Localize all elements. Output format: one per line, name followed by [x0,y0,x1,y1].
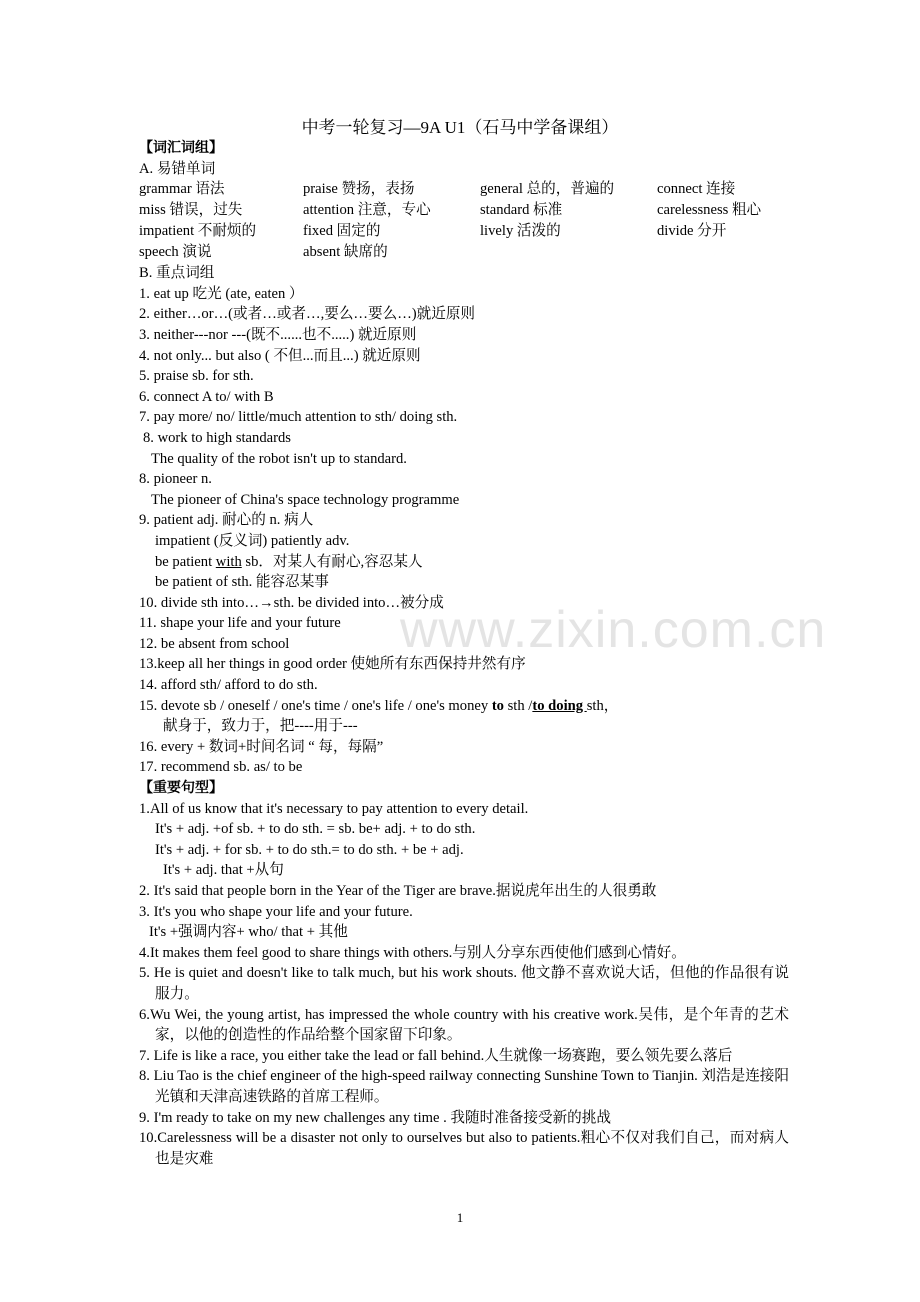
watermark: www.zixin.com.cn [400,601,827,659]
phrase-subitem: be patient of sth. 能容忍某事 [155,574,329,591]
phrase-item: 8. pioneer n. [139,471,212,488]
page-number: 1 [456,1210,464,1225]
phrase-item: 14. afford sth/ afford to do sth. [139,677,318,694]
phrase-text: 15. devote sb / oneself / one's time / one's life / one's money [139,697,492,714]
vocab-item: grammar 语法 [139,181,225,198]
phrase-item: 1. eat up 吃光 (ate, eaten ） [139,285,304,302]
vocab-item: lively 活泼的 [480,223,561,240]
phrase-item: 9. patient adj. 耐心的 n. 病人 [139,512,314,529]
vocab-item: absent 缺席的 [303,244,388,261]
phrase-example: The pioneer of China's space technology programme [151,491,460,508]
vocab-item: general 总的，普遍的 [480,181,615,198]
sentence-pattern: It's + adj. +of sb. + to do sth. = sb. be+ adj. + to do sth. [155,821,476,838]
vocab-grid [139,179,789,263]
sentence-item: 3. It's you who shape your life and your future. [139,903,413,920]
sentence-pattern: It's +强调内容+ who/ that + 其他 [149,924,348,941]
phrase-item: 11. shape your life and your future [139,615,341,632]
phrase-subitem: 献身于，致力于，把----用于--- [163,718,358,735]
document-body [139,138,789,1169]
sentence-item: 7. Life is like a race, you either take the lead or fall behind.人生就像一场赛跑，要么领先要么落后 [139,1047,733,1064]
underlined-word: with [215,553,242,570]
phrase-text: sb．对某人有耐心,容忍某人 [241,553,423,570]
vocab-item: speech 演说 [139,244,212,261]
vocab-item: divide 分开 [657,223,727,240]
phrase-text: sth， [586,697,619,714]
phrase-item: 3. neither---nor ---(既不......也不.....) 就近原则 [139,326,417,343]
sentence-item: 10.Carelessness will be a disaster not only to ourselves but also to patients.粗心不仅对我们自己，而对病人也是灾难 [139,1130,789,1167]
phrase-item: 8. work to high standards [143,429,291,446]
phrase-text: sth / [503,697,533,714]
sentence-item: 5. He is quiet and doesn't like to talk much, but his work shouts. 他文静不喜欢说大话，但他的作品很有说服力。 [139,965,789,1002]
phrase-item: 17. recommend sb. as/ to be [139,759,303,776]
section-heading-sentences: 【重要句型】 [139,780,223,797]
page-title: 中考一轮复习—9A U1（石马中学备课组） [301,118,619,137]
phrase-item: 13.keep all her things in good order 使她所有东西保持井然有序 [139,656,526,673]
phrase-example: The quality of the robot isn't up to standard. [151,450,407,467]
vocab-item: connect 连接 [657,181,736,198]
phrase-item: 5. praise sb. for sth. [139,368,254,385]
bold-word: to [491,697,504,714]
phrase-subitem [139,552,789,573]
sentence-item: 2. It's said that people born in the Year of the Tiger are brave.据说虎年出生的人很勇敢 [139,883,657,899]
bold-underlined-word: to doing [532,697,587,714]
phrase-item: 7. pay more/ no/ little/much attention to sth/ doing sth. [139,409,458,426]
section-heading-vocab: 【词汇词组】 [139,140,223,156]
part-a-title: A. 易错单词 [139,160,216,177]
vocab-item: miss 错误，过失 [139,202,243,219]
phrase-item: 12. be absent from school [139,635,290,652]
vocab-item [480,242,657,263]
vocab-item: impatient 不耐烦的 [139,223,257,240]
part-b-title: B. 重点词组 [139,265,215,282]
sentence-item: 6.Wu Wei, the young artist, has impressed the whole country with his creative work.吴伟，是个年青的艺术家，以他的创造性的作品给整个国家留下印象。 [139,1006,789,1044]
phrase-item: 4. not only... but also ( 不但...而且...) 就近原则 [139,347,421,364]
vocab-item [657,242,789,263]
sentence-item: 1.All of us know that it's necessary to pay attention to every detail. [139,800,529,817]
vocab-item: standard 标准 [480,202,563,219]
phrase-item: 16. every + 数词+时间名词 “ 每，每隔” [139,738,384,755]
phrase-item: 6. connect A to/ with B [139,388,274,405]
phrase-item [139,696,789,717]
vocab-item: fixed 固定的 [303,223,381,240]
vocab-item: carelessness 粗心 [657,202,762,219]
vocab-item: praise 赞扬，表扬 [303,181,415,198]
phrase-text: be patient [155,553,216,570]
vocab-item: attention 注意，专心 [303,202,431,219]
phrase-item: 10. divide sth into…→sth. be divided into…被分成 [139,594,444,611]
phrase-item: 2. either…or…(或者…或者…,要么…要么…)就近原则 [139,306,476,323]
sentence-pattern: It's + adj. that +从句 [163,862,284,879]
sentence-pattern: It's + adj. + for sb. + to do sth.= to do sth. + be + adj. [155,841,464,858]
sentence-item: 9. I'm ready to take on my new challenges any time . 我随时准备接受新的挑战 [139,1109,611,1126]
phrase-subitem: impatient (反义词) patiently adv. [155,532,350,549]
sentence-item: 4.It makes them feel good to share things with others.与别人分享东西使他们感到心情好。 [139,944,686,961]
sentence-item: 8. Liu Tao is the chief engineer of the high-speed railway connecting Sunshine Town to Tianjin. 刘浩是连接阳光镇和天津高速铁路的首席工程师。 [139,1068,789,1105]
